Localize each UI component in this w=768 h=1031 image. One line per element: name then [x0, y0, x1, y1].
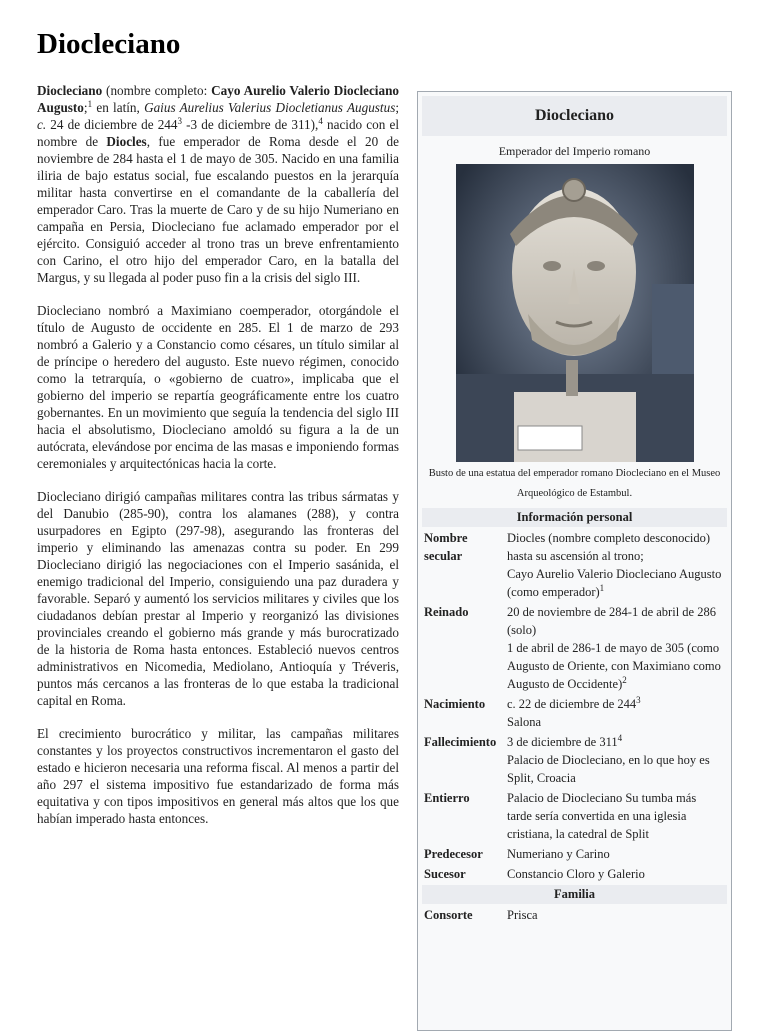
- row-predecessor: [422, 845, 727, 863]
- article-body: [37, 82, 399, 843]
- label-successor: Sucesor: [424, 867, 466, 881]
- ref-link[interactable]: 2: [622, 675, 627, 685]
- value-consort[interactable]: Prisca: [507, 908, 538, 922]
- ref-link[interactable]: 3: [636, 695, 641, 705]
- value-burial: Palacio de Diocleciano Su tumba más tarde sería convertida en una iglesia cristiana, la catedral de Split: [507, 791, 697, 841]
- bold-birth-name: Diocles: [106, 134, 147, 149]
- paragraph-tetrarchy: Diocleciano nombró a Maximiano coemperador, otorgándole el título de Augusto de occidente en 285. El 1 de marzo de 293 nombró a Galerio y a Constancio como césares, un título similar al de príncipe o heredero del augusto. Este nuevo régimen, conocido como la tetrarquía, o «gobierno de cuatro», implicaba que el gobierno del imperio se repartía geográficamente entre los cuatro gobernantes. En un movimiento que seguía la tendencia del siglo III hacia el absolutismo, Diocleciano amoldó su figura a la de un autócrata, elevándose por encima de las masas e imponiendo formas ceremoniales y arquitectónicas hacia la corte.: [37, 303, 399, 471]
- row-reign: [422, 603, 727, 693]
- infobox: [417, 91, 732, 1031]
- infobox-title: Diocleciano: [422, 96, 727, 136]
- page-title: Diocleciano: [37, 28, 181, 60]
- label-burial: Entierro: [424, 791, 470, 805]
- label-death: Fallecimiento: [424, 735, 497, 749]
- ref-link[interactable]: 1: [87, 99, 93, 109]
- bold-full-name: Cayo Aurelio Valerio Diocleciano Augusto: [37, 83, 399, 115]
- link-salona[interactable]: Salona: [507, 715, 542, 729]
- image-caption: Busto de una estatua del emperador romano Diocleciano en el Museo Arqueológico de Estambul.: [428, 468, 721, 499]
- ref-link[interactable]: 1: [599, 583, 605, 593]
- ref-link[interactable]: 4: [617, 733, 623, 743]
- infobox-subtitle: Emperador del Imperio romano: [498, 144, 651, 158]
- label-birth: Nacimiento: [424, 697, 486, 711]
- value-predecessor[interactable]: Numeriano y Carino: [507, 847, 610, 861]
- value-birth: c. 22 de diciembre de $244^3$ Salona: [507, 695, 727, 731]
- ref-link[interactable]: 3: [177, 116, 182, 126]
- value-successor[interactable]: Constancio Cloro y Galerio: [507, 867, 645, 881]
- row-consort: [422, 906, 727, 924]
- label-consort: Consorte: [424, 908, 473, 922]
- ref-link[interactable]: 4: [318, 116, 323, 126]
- row-death: [422, 733, 727, 787]
- section-header-family: Familia: [422, 885, 727, 904]
- row-burial: [422, 789, 727, 843]
- paragraph-campaigns: Diocleciano dirigió campañas militares contra las tribus sármatas y del Danubio (285-90), contra los alamanes (288), y contra usurpadores en Egipto (297-98), asegurando las fronteras del imperio y eliminando las amenazas contra su poder. En 299 Diocleciano dirigió las negociaciones con el Imperio sasánida, el enemigo tradicional del Imperio, consiguiendo una paz duradera y favorable. Separó y aumentó los servicios militares y civiles que los ciudadanos debían prestar al Imperio y reorganizó las divisiones provinciales creando el gobierno más grande y más burocratizado de la historia de Roma hasta entonces. Estableció nuevos centros administrativos en Nicomedia, Mediolano, Antioquía y Tréveris, puntos más cercanos a las fronteras de lo que estaba la tradicional capital en Roma.: [37, 489, 399, 708]
- label-secular-name: Nombre secular: [424, 531, 468, 563]
- bold-name: Diocleciano: [37, 83, 103, 98]
- value-death: 3 de diciembre de $311^4$ Palacio de Diocleciano, en lo que hoy es Split, Croacia: [507, 733, 710, 785]
- value-reign: 20 de noviembre de 284-1 de abril de 286 (solo) 1 de abril de 286-1 de mayo de 305 (como Augusto de Oriente, con Maximiano como Augusto de Occidente)$^2$: [507, 605, 721, 691]
- row-successor: [422, 865, 727, 883]
- label-predecessor: Predecesor: [424, 847, 483, 861]
- label-reign: Reinado: [424, 605, 469, 619]
- row-secular-name: [422, 529, 727, 601]
- paragraph-fiscal: El crecimiento burocrático y militar, las campañas militares constantes y los proyectos constructivos incrementaron el gasto del estado e hicieron necesaria una reforma fiscal. Al menos a partir del año 297 el sistema impositivo fue estandarizado de forma más equitativa y con tipos impositivos en general más altos que los que habían imperado hasta entonces.: [37, 726, 399, 826]
- latin-name: Gaius Aurelius Valerius Diocletianus Augustus: [144, 100, 396, 115]
- bust-image[interactable]: [456, 164, 694, 462]
- value-secular-name: Diocles (nombre completo desconocido) hasta su ascensión al trono; Cayo Aurelio Valerio Diocleciano Augusto (como emperador)$^1$: [507, 531, 722, 599]
- section-header-personal: Información personal: [422, 508, 727, 527]
- paragraph-intro: Diocleciano (nombre completo: Cayo Aurelio Valerio Diocleciano Augusto;$^1$ en latín, Gaius Aurelius Valerius Diocletianus Augustus; c. 24 de diciembre de $244^3$ -3 de diciembre de 311),$^4$ nacido con el nombre de Diocles, fue emperador de Roma desde el 20 de noviembre de 284 hasta el 1 de mayo de 305. Nacido en una familia iliria de bajo estatus social, fue escalando puestos en la jerarquía militar hasta convertirse en el comandante de la caballería del emperador Caro. Tras la muerte de Caro y de su hijo Numeriano en campaña en Persia, Diocleciano fue aclamado emperador por el ejército. Consiguió acceder al trono tras un breve enfrentamiento con Carino, el otro hijo del emperador Caro, en la batalla del Margus, y su llegada al poder puso fin a la crisis del siglo III.: [37, 83, 400, 285]
- row-birth: [422, 695, 727, 731]
- bust-illustration: [456, 164, 694, 462]
